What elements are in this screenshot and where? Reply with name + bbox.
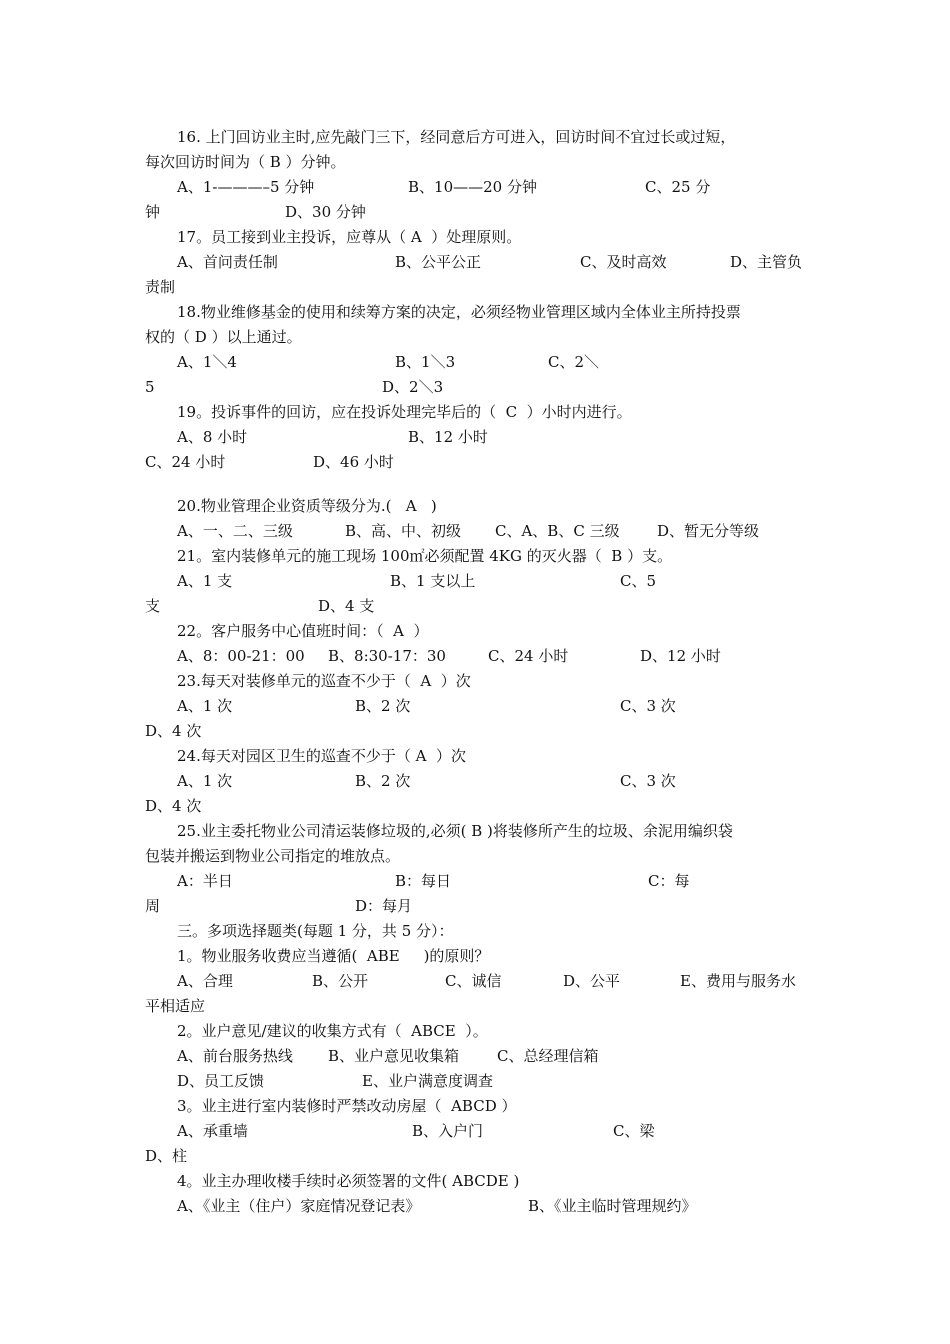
text-line — [0, 644, 950, 669]
text-line — [0, 969, 950, 994]
text-line — [0, 450, 950, 475]
text-segment: D、2＼3 — [382, 378, 444, 396]
text-segment: C、2＼ — [548, 353, 600, 371]
text-segment: 权的（ D ）以上通过。 — [145, 328, 302, 346]
text-segment: C、总经理信箱 — [497, 1047, 599, 1065]
text-segment: C、3 次 — [620, 772, 676, 790]
text-segment: 24.每天对园区卫生的巡查不少于（ A ）次 — [177, 747, 466, 765]
text-line — [0, 744, 950, 769]
text-line — [0, 519, 950, 544]
text-segment: B、公开 — [312, 972, 369, 990]
text-line — [0, 1094, 950, 1119]
text-line — [0, 619, 950, 644]
text-segment: D、员工反馈 — [177, 1072, 265, 1090]
text-segment: C、25 分 — [645, 178, 711, 196]
text-segment: 2。业户意见/建议的收集方式有（ ABCE ）。 — [177, 1022, 488, 1040]
text-segment: B、12 小时 — [408, 428, 488, 446]
text-segment: A、前台服务热线 — [177, 1047, 293, 1065]
text-line — [0, 494, 950, 519]
text-segment: C、3 次 — [620, 697, 676, 715]
text-segment: 支 — [145, 597, 161, 615]
text-segment: A、首问责任制 — [177, 253, 278, 271]
text-line — [0, 425, 950, 450]
text-segment: D、30 分钟 — [285, 203, 366, 221]
text-segment: B、业户意见收集箱 — [328, 1047, 460, 1065]
text-segment: D、柱 — [145, 1147, 188, 1165]
text-segment: A、合理 — [177, 972, 233, 990]
text-segment: C、24 小时 — [145, 453, 226, 471]
text-segment: A、《业主（住户）家庭情况登记表》 — [177, 1197, 421, 1215]
text-line — [0, 150, 950, 175]
text-segment: C、24 小时 — [488, 647, 569, 665]
text-segment: 钟 — [145, 203, 161, 221]
text-segment: B：每日 — [395, 872, 452, 890]
text-segment: 25.业主委托物业公司清运装修垃圾的,必须( B )将装修所产生的垃圾、余泥用编织袋 — [177, 822, 733, 840]
text-segment: D、46 小时 — [313, 453, 394, 471]
text-segment: 17。员工接到业主投诉，应尊从（ A ）处理原则。 — [177, 228, 522, 246]
text-line — [0, 869, 950, 894]
text-segment: D、4 支 — [318, 597, 375, 615]
text-line — [0, 1019, 950, 1044]
text-line — [0, 819, 950, 844]
text-line — [0, 1144, 950, 1169]
text-segment: C、及时高效 — [580, 253, 667, 271]
text-segment: A、8：00-21：00 — [177, 647, 305, 665]
text-segment: A、1 次 — [177, 772, 233, 790]
text-line — [0, 275, 950, 300]
text-line — [0, 350, 950, 375]
text-segment: 23.每天对装修单元的巡查不少于（ A ）次 — [177, 672, 471, 690]
text-segment: B、10——20 分钟 — [408, 178, 537, 196]
text-line — [0, 400, 950, 425]
text-line — [0, 944, 950, 969]
text-line — [0, 569, 950, 594]
text-line — [0, 225, 950, 250]
text-line — [0, 200, 950, 225]
text-segment: A、一、二、三级 — [177, 522, 293, 540]
text-line — [0, 669, 950, 694]
text-line — [0, 894, 950, 919]
text-segment: A、8 小时 — [177, 428, 248, 446]
text-segment: B、1 支以上 — [390, 572, 476, 590]
text-segment: B、1＼3 — [395, 353, 456, 371]
text-segment: B、公平公正 — [395, 253, 482, 271]
text-segment: A：半日 — [177, 872, 233, 890]
text-segment: B、《业主临时管理规约》 — [528, 1197, 697, 1215]
text-segment: B、入户门 — [412, 1122, 484, 1140]
text-segment: 22。客户服务中心值班时间：（ A ） — [177, 622, 429, 640]
text-segment: D、暂无分等级 — [657, 522, 760, 540]
text-segment: D、主管负 — [730, 253, 803, 271]
text-segment: 18.物业维修基金的使用和续筹方案的决定，必须经物业管理区域内全体业主所持投票 — [177, 303, 741, 321]
text-segment: C、诚信 — [445, 972, 502, 990]
text-segment: B、2 次 — [355, 772, 411, 790]
text-segment: 包装并搬运到物业公司指定的堆放点。 — [145, 847, 401, 865]
text-line — [0, 994, 950, 1019]
text-line — [0, 794, 950, 819]
text-segment: E、费用与服务水 — [680, 972, 796, 990]
text-segment: 4。业主办理收楼手续时必须签署的文件( ABCDE ) — [177, 1172, 520, 1190]
text-segment: 3。业主进行室内装修时严禁改动房屋（ ABCD ） — [177, 1097, 517, 1115]
text-line — [0, 1194, 950, 1219]
text-segment: A、1＼4 — [177, 353, 237, 371]
text-line — [0, 1069, 950, 1094]
text-segment: 责制 — [145, 278, 176, 296]
text-segment: 三。多项选择题类(每题 1 分，共 5 分）： — [177, 922, 454, 940]
text-segment: E、业户满意度调查 — [362, 1072, 493, 1090]
text-segment: 5 — [145, 378, 155, 396]
text-segment: A、1-———–5 分钟 — [177, 178, 315, 196]
text-line — [0, 300, 950, 325]
text-segment: C、5 — [620, 572, 657, 590]
text-line — [0, 250, 950, 275]
text-segment: 周 — [145, 897, 161, 915]
text-segment: B、2 次 — [355, 697, 411, 715]
text-line — [0, 544, 950, 569]
text-line — [0, 719, 950, 744]
text-line — [0, 125, 950, 150]
text-segment: B、8:30-17：30 — [328, 647, 446, 665]
text-segment: D：每月 — [355, 897, 413, 915]
text-line — [0, 694, 950, 719]
text-line — [0, 175, 950, 200]
text-segment: B、高、中、初级 — [345, 522, 462, 540]
text-segment: A、承重墙 — [177, 1122, 248, 1140]
text-line — [0, 844, 950, 869]
text-segment: 1。物业服务收费应当遵循( ABE )的原则？ — [177, 947, 490, 965]
text-segment: 21。室内装修单元的施工现场 100㎡必须配置 4KG 的灭火器（ B ）支。 — [177, 547, 673, 565]
text-segment: D、公平 — [563, 972, 621, 990]
text-segment: A、1 次 — [177, 697, 233, 715]
text-segment: 20.物业管理企业资质等级分为.( A ) — [177, 497, 437, 515]
text-segment: A、1 支 — [177, 572, 233, 590]
text-segment: D、4 次 — [145, 797, 202, 815]
text-segment: C：每 — [648, 872, 690, 890]
text-line — [0, 1119, 950, 1144]
text-line — [0, 1044, 950, 1069]
text-segment: C、A、B、C 三级 — [495, 522, 620, 540]
text-segment: D、12 小时 — [640, 647, 721, 665]
text-line — [0, 594, 950, 619]
text-segment: D、4 次 — [145, 722, 202, 740]
text-segment: 每次回访时间为（ B ）分钟。 — [145, 153, 346, 171]
text-line — [0, 375, 950, 400]
text-segment: 平相适应 — [145, 997, 206, 1015]
text-segment: 19。投诉事件的回访，应在投诉处理完毕后的（ C ）小时内进行。 — [177, 403, 632, 421]
text-line — [0, 919, 950, 944]
text-line — [0, 1169, 950, 1194]
text-segment: 16. 上门回访业主时,应先敲门三下，经同意后方可进入，回访时间不宜过长或过短， — [177, 128, 736, 146]
text-line — [0, 325, 950, 350]
text-line — [0, 769, 950, 794]
text-segment: C、梁 — [613, 1122, 655, 1140]
